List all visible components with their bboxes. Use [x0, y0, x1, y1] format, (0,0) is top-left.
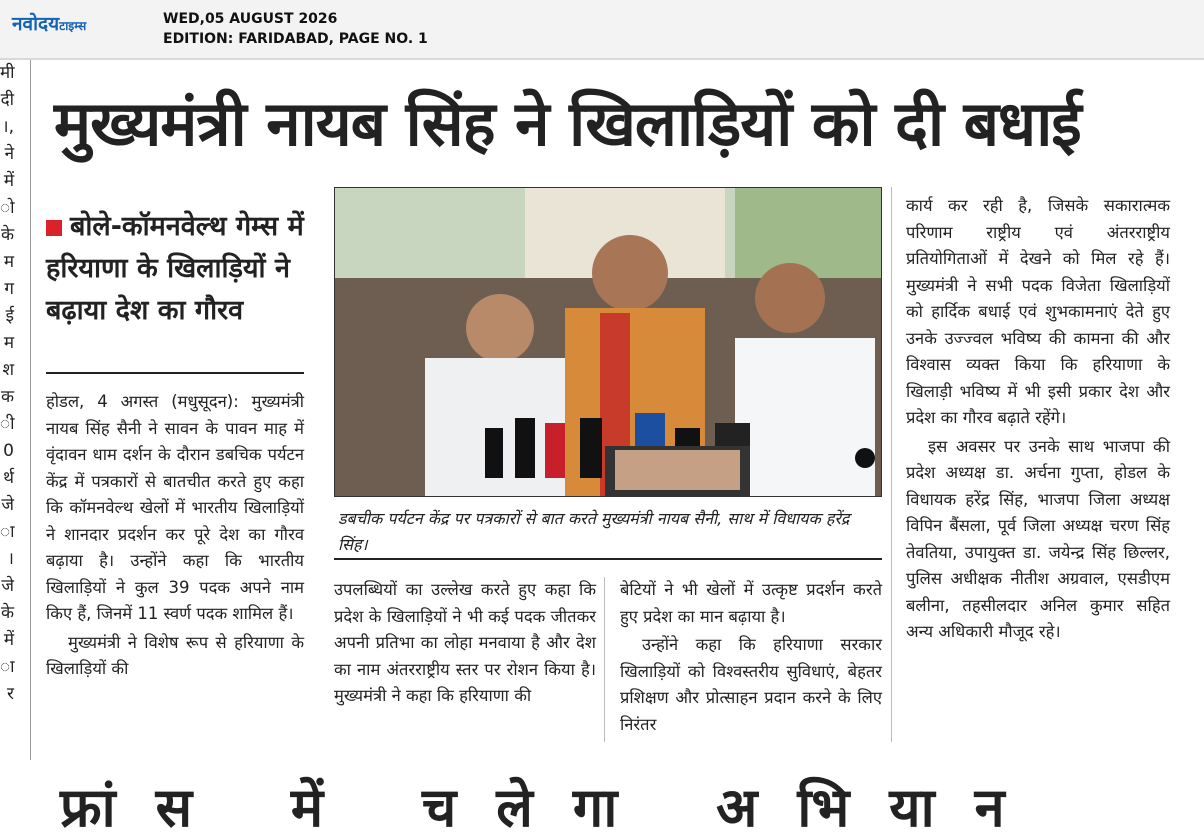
left-column-fragment: ा	[0, 657, 15, 677]
left-column-fragment: ा	[0, 522, 15, 542]
logo-sub: टाइम्स	[59, 19, 87, 33]
column-3-para-2: उन्होंने कहा कि हरियाणा सरकार खिलाड़ियों को विश्वस्तरीय सुविधाएं, बेहतर प्रशिक्षण और प्रोत्साहन प्रदान करने के लिए निरंतर	[620, 635, 882, 734]
left-column-fragment: क	[0, 387, 14, 407]
left-column-fragment: र्थ	[3, 468, 14, 488]
left-column-fragment: म	[3, 333, 14, 353]
column-1-para-1: होडल, 4 अगस्त (मधुसूदन): मुख्यमंत्री नायब सिंह सैनी ने सावन के पावन माह में वृंदावन धाम दर्शन के दौरान डबचिक पर्यटन केंद्र में पत्रकारों से बातचीत करते हुए कहा कि कॉमनवेल्थ खेलों में भारतीय खिलाड़ियों ने शानदार प्रदर्शन कर पूरे देश का गौरव बढ़ाया है। उन्होंने कहा कि भारतीय खिलाड़ियों ने कुल 39 पदक अपने नाम किए हैं, जिनमें 11 स्वर्ण पदक शामिल हैं।	[46, 392, 304, 623]
caption-divider	[334, 558, 882, 560]
masthead-bar	[0, 0, 1204, 60]
article-column-3	[620, 577, 882, 740]
column-2-para-1: उपलब्धियों का उल्लेख करते हुए कहा कि प्रदेश के खिलाड़ियों ने भी कई पदक जीतकर अपनी प्रतिभा का लोहा मनवाया है और देश का नाम अंतरराष्ट्रीय स्तर पर रोशन किया है। मुख्यमंत्री ने कहा कि हरियाणा की	[334, 580, 596, 705]
column-4-para-1: कार्य कर रही है, जिसके सकारात्मक परिणाम राष्ट्रीय एवं अंतरराष्ट्रीय प्रतियोगिताओं में देखने को मिल रहे हैं। मुख्यमंत्री ने सभी पदक विजेता खिलाड़ियों को हार्दिक बधाई एवं शुभकामनाएं देते हुए उनके उज्ज्वल भविष्य की कामना की और विश्वास व्यक्त किया कि हरियाणा के खिलाड़ी भविष्य में भी इसी प्रकार देश और प्रदेश का गौरव बढ़ाते रहेंगे।	[906, 196, 1170, 427]
photo-caption: डबचीक पर्यटन केंद्र पर पत्रकारों से बात करते मुख्यमंत्री नायब सैनी, साथ में विधायक हरेंद्र सिंह।	[338, 509, 850, 554]
photo-illustration	[335, 188, 881, 496]
left-column-fragment: ई	[5, 306, 14, 326]
left-column-fragment: के	[0, 603, 14, 623]
news-photo	[334, 187, 882, 497]
newspaper-logo	[12, 10, 86, 36]
red-bullet-icon	[46, 220, 62, 236]
column-1-para-2: मुख्यमंत्री ने विशेष रूप से हरियाणा के खिलाड़ियों की	[46, 632, 304, 678]
left-column-fragment: ।,	[2, 117, 14, 137]
column-divider	[604, 577, 605, 742]
left-column-fragment: के	[0, 225, 14, 245]
left-column-fragment: ।	[7, 549, 14, 569]
edition-page: EDITION: FARIDABAD, PAGE NO. 1	[163, 31, 428, 47]
edition-info	[163, 9, 428, 49]
left-column-fragment: में	[3, 171, 14, 191]
article-column-2	[334, 577, 596, 712]
subhead-divider	[46, 372, 304, 374]
left-column-fragment: दी	[0, 90, 14, 110]
next-article-headline: फ्रांस में चलेगा अभियान	[60, 776, 1045, 839]
subheadline	[46, 206, 306, 332]
article-column-1	[46, 389, 304, 685]
left-column-fragment: जे	[1, 576, 14, 596]
left-column-fragment: श	[2, 360, 14, 380]
issue-date: WED,05 AUGUST 2026	[163, 11, 338, 27]
subheadline-text: बोले-कॉमनवेल्थ गेम्स में हरियाणा के खिलाड़ियों ने बढ़ाया देश का गौरव	[46, 211, 304, 326]
left-column-fragment: ो	[0, 198, 15, 218]
article-column-4	[906, 193, 1170, 648]
left-column-fragment: म	[3, 252, 14, 272]
column-4-para-2: इस अवसर पर उनके साथ भाजपा की प्रदेश अध्यक्ष डा. अर्चना गुप्ता, होडल के विधायक हरेंद्र सिंह, भाजपा जिला अध्यक्ष विपिन बैंसला, पूर्व जिला अध्यक्ष चरण सिंह तेवतिया, उपायुक्त डा. जयेन्द्र सिंह छिल्लर, पुलिस अधीक्षक नीतीश अग्रवाल, एसडीएम बलीना, तहसीलदार अनिल कुमार सहित अन्य अधिकारी मौजूद रहे।	[906, 436, 1170, 641]
column-3-para-1: बेटियों ने भी खेलों में उत्कृष्ट प्रदर्शन करते हुए प्रदेश का मान बढ़ाया है।	[620, 580, 882, 626]
column-divider	[891, 187, 892, 742]
left-column-fragment: 0	[3, 441, 14, 461]
left-column-fragment: जे	[1, 495, 14, 515]
left-column-fragment: में	[3, 630, 14, 650]
left-column-fragment: मी	[0, 63, 15, 83]
left-column-fragment: र	[7, 684, 14, 704]
left-column-fragment: ग	[4, 279, 14, 299]
adjacent-column-left	[0, 60, 31, 760]
next-article-strip	[0, 768, 1204, 839]
left-column-fragment: ी	[0, 414, 15, 434]
logo-main: नवोदय	[12, 13, 60, 35]
left-column-fragment: ने	[4, 144, 14, 164]
page-headline: मुख्यमंत्री नायब सिंह ने खिलाड़ियों को दी बधाई	[54, 87, 1081, 160]
